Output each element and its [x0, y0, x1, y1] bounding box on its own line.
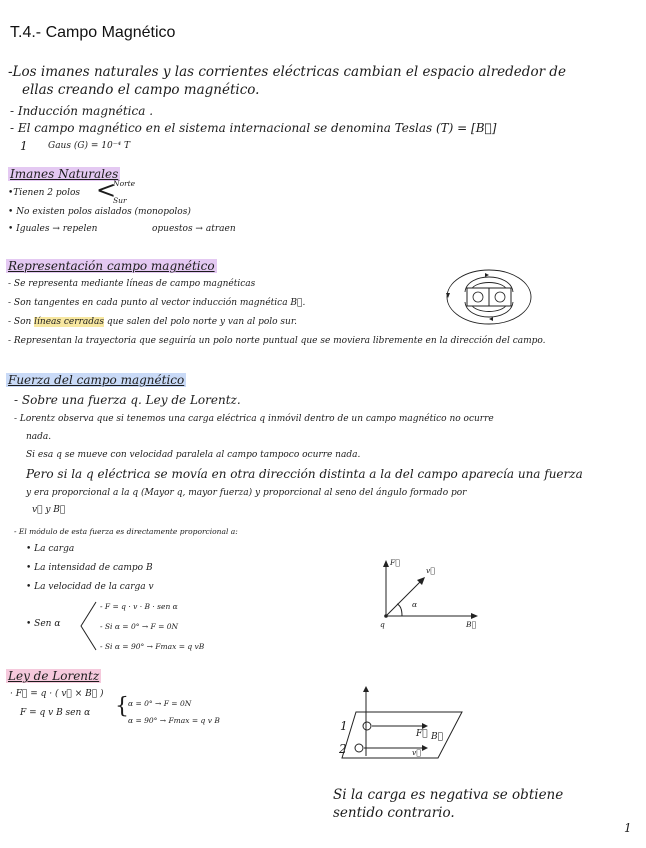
- lorentz-eq1: · F⃗ = q · ( v⃗ × B⃗ ): [10, 689, 104, 699]
- fig-plane-b: B⃗: [431, 732, 444, 742]
- lorentz-eq2: F = q v B sen α: [20, 708, 91, 718]
- representacion-heading: Representación campo magnético: [8, 259, 215, 273]
- modulo-intensidad: • La intensidad de campo B: [26, 563, 153, 573]
- fuerza-l1: - Sobre una fuerza q. Ley de Lorentz.: [14, 393, 241, 407]
- representacion-b3: [8, 317, 297, 328]
- sen-brace: [78, 600, 98, 652]
- representacion-b4: - Representan la trayectoria que seguiría un polo norte puntual que se moviera libremente en la dirección del campo.: [8, 336, 546, 346]
- modulo-velocidad: • La velocidad de la carga v: [26, 582, 154, 592]
- fuerza-l5: Pero si la q eléctrica se movía en otra dirección distinta a la del campo aparecía una fuerza: [26, 467, 583, 481]
- alpha-arc: [397, 604, 402, 616]
- fig-v-label: v⃗: [426, 566, 435, 575]
- fuerza-l4: Si esa q se mueve con velocidad paralela al campo tampoco ocurre nada.: [26, 450, 361, 460]
- gauss-line: Gaus (G) = 10⁻⁴ T: [48, 141, 130, 151]
- lorentz-brace: {: [115, 694, 129, 719]
- page-number: 1: [624, 821, 632, 835]
- intro-line-2: ellas creando el campo magnético.: [22, 82, 260, 98]
- modulo-carga: • La carga: [26, 544, 75, 554]
- imanes-poles: •Tienen 2 polos: [8, 188, 80, 198]
- fuerza-l6: y era proporcional a la q (Mayor q, mayor fuerza) y proporcional al seno del ángulo formado por: [26, 488, 467, 498]
- modulo-sen: • Sen α: [26, 619, 61, 629]
- fig-b-label: B⃗: [466, 620, 477, 629]
- fuerza-l2: - Lorentz observa que si tenemos una carga eléctrica q inmóvil dentro de un campo magnético no ocurre: [14, 414, 494, 424]
- imanes-opuestos: opuestos → atraen: [152, 224, 236, 234]
- charge2-arrow-head: [422, 745, 428, 751]
- page-title: T.4.- Campo Magnético: [10, 24, 176, 41]
- induccion-line: - Inducción magnética .: [10, 104, 154, 118]
- lorentz-case-90: α = 90° → Fmax = q v B: [128, 716, 220, 725]
- modulo-line: - El módulo de esta fuerza es directamente proporcional a:: [14, 527, 238, 536]
- fig-alpha-label: α: [412, 600, 418, 609]
- negativa-line-2: sentido contrario.: [333, 805, 455, 821]
- fig-f-label: F⃗: [390, 558, 400, 567]
- v-vector: [386, 580, 422, 616]
- b-arrow-head: [471, 613, 478, 619]
- formula-alpha-0: - Si α = 0° → F = 0N: [100, 622, 179, 631]
- plane: [342, 712, 462, 758]
- magnet-field-diagram: [445, 262, 545, 332]
- arrow-head-top: [485, 273, 489, 277]
- imanes-heading: Imanes Naturales: [10, 167, 119, 181]
- lorentz-case-0: α = 0° → F = 0N: [128, 699, 192, 708]
- representacion-b1: - Se representa mediante líneas de campo magnéticas: [8, 279, 256, 289]
- representacion-b3-pre: - Son: [8, 317, 32, 327]
- charge-1: [363, 722, 371, 730]
- f-arrow-head: [383, 560, 389, 567]
- imanes-aislados: • No existen polos aislados (monopolos): [8, 207, 191, 217]
- lorentz-heading: Ley de Lorentz: [8, 669, 100, 683]
- fig-plane-f: F⃗: [416, 729, 428, 739]
- charge-2: [355, 744, 363, 752]
- lorentz-plane-diagram: [336, 686, 466, 764]
- pole-sur: Sur: [113, 196, 127, 205]
- fig-plane-2: 2: [339, 742, 347, 756]
- poles-brace: <: [96, 176, 117, 204]
- fig-plane-1: 1: [340, 719, 348, 733]
- gauss-number: 1: [20, 139, 28, 153]
- representacion-b2: - Son tangentes en cada punto al vector inducción magnética B⃗.: [8, 298, 306, 308]
- charge-dot: [384, 614, 388, 618]
- lineas-cerradas-highlight: líneas cerradas: [34, 317, 104, 327]
- arrow-head-bottom: [489, 317, 493, 321]
- fuerza-heading: Fuerza del campo magnético: [8, 373, 185, 387]
- intro-line-1: -Los imanes naturales y las corrientes eléctricas cambian el espacio alrededor de: [8, 64, 566, 80]
- fig-plane-v: v⃗: [412, 748, 421, 757]
- formula-f: - F = q · v · B · sen α: [100, 602, 178, 611]
- pole-norte: Norte: [113, 179, 136, 188]
- negativa-line-1: Si la carga es negativa se obtiene: [333, 787, 564, 803]
- fuerza-l3: nada.: [26, 432, 52, 442]
- axis-arrow-head: [363, 686, 369, 692]
- formula-alpha-90: - Si α = 90° → Fmax = q vB: [100, 642, 205, 651]
- fuerza-l7: v⃗ y B⃗: [32, 505, 66, 515]
- fig-q-label: q: [380, 620, 385, 629]
- imanes-iguales: • Iguales → repelen: [8, 224, 98, 234]
- teslas-line: - El campo magnético en el sistema internacional se denomina Teslas (T) = [B⃗]: [10, 121, 497, 135]
- representacion-b3-post: que salen del polo norte y van al polo sur.: [106, 317, 298, 327]
